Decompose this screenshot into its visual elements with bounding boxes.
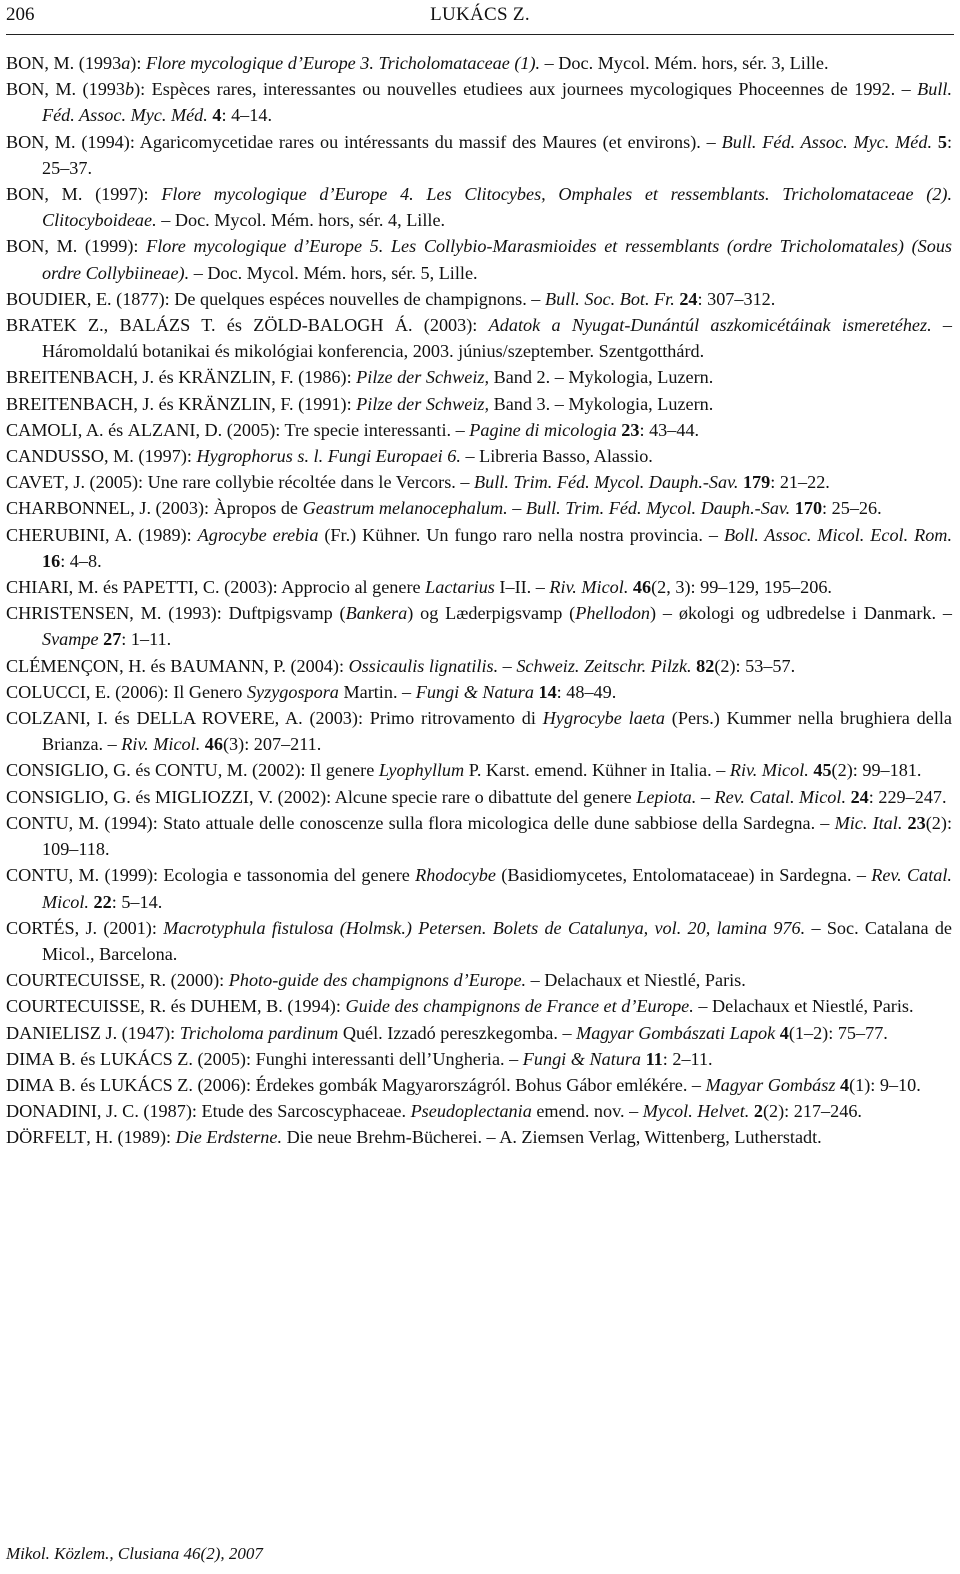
reference-text: , I. és [85,708,137,729]
reference-text: Pilze der Schweiz, [356,367,490,388]
reference-text: Lactarius [425,577,495,598]
reference-text: Geastrum melanocephalum. [302,498,508,519]
reference-text: Flore mycologique d’Europe 5. Les Collybio-Marasmioides et ressemblants (ordre Tricholomatales) (Sous ordre Collybiineae). [42,236,952,283]
reference-text: Riv. Micol. [121,734,201,755]
reference-text: BON [6,79,45,100]
reference-text: Macrotyphula fistulosa (Holmsk.) Petersen. Bolets de Catalunya, vol. 20, lamina 976. [163,917,806,938]
reference-text: , M. (1999): Ecologia e tassonomia del genere [68,865,416,886]
reference-text: Flore mycologique d’Europe 4. Les Clitocybes, Omphales et ressemblants. Tricholomataceae (2). Clitocyboideae. [42,184,953,231]
reference-text: 2 [753,1101,763,1122]
reference-text: ) – økologi og udbredelse i Danmark. – [650,603,952,624]
reference-text: (2): 53–57. [714,655,796,676]
reference-text: 179 [742,472,771,493]
reference-text: – [507,498,526,519]
reference-text: B. és [54,1074,100,1095]
reference-text: BON [6,131,45,152]
reference-text: (Pers.) Kummer nella brughiera della Brianza. – [42,708,952,755]
reference-text: Bull. Féd. Assoc. Myc. Méd. [721,131,932,152]
reference-text: , J. (2001): [74,917,164,938]
reference-text: Hygrophorus s. l. Fungi Europaei 6. [196,446,461,467]
reference-text: (1–2): 75–77. [788,1022,888,1043]
reference-text: , M. (1994): Agaricomycetidae rares ou intéressants du massif des Maures (et environs). – [44,131,722,152]
reference-text: Bankera [345,603,408,624]
reference-text: Band 2. – Mykologia, Luzern. [489,367,714,388]
reference-text: , M. (1999): [44,236,147,257]
reference-text: Flore mycologique d’Europe 3. Tricholomataceae (1). [145,53,541,73]
reference-text: , H. (1989): [86,1127,176,1148]
reference-entry [6,391,952,417]
reference-text: – Doc. Mycol. Mém. hors, sér. 5, Lille. [189,262,478,283]
reference-text: – Doc. Mycol. Mém. hors, sér. 3, Lille. [540,53,829,73]
reference-text: LUKÁCS [99,1074,173,1095]
reference-text: , M. (2002): Il genere [217,760,379,781]
reference-text: CORTÉS [6,917,75,938]
reference-text: , G. és [104,786,156,807]
reference-text: Pagine di micologia [469,419,617,440]
reference-text: ): Espèces rares, interessantes ou nouvelles etudiees aux journees mycologiques Phoceennes de 1992. – [134,79,918,100]
reference-text: Bull. Trim. Féd. Mycol. Dauph.-Sav. [525,498,791,519]
reference-text: : 307–312. [697,288,776,309]
reference-text: : 2–11. [662,1048,713,1069]
reference-text: (2): 109–118. [42,812,952,860]
reference-entry [6,705,952,757]
reference-entry [6,653,952,679]
reference-text: CHIARI [6,577,69,598]
reference-text: J. (1947): [100,1022,180,1043]
reference-text: (1): 9–10. [849,1074,921,1095]
page-header [6,4,954,35]
reference-text: Tricholoma pardinum [179,1022,339,1043]
reference-text: a [121,53,131,73]
reference-text: 23 [907,812,926,833]
reference-text: Die Erdsterne. [175,1127,283,1148]
reference-text: Fungi & Natura [522,1048,642,1069]
reference-entry [6,784,952,810]
reference-text: , A. (2003): Primo ritrovamento di [274,708,543,729]
reference-text: , M. (1997): [44,184,162,205]
reference-entry [6,233,952,285]
reference-text: : 5–14. [111,891,163,912]
reference-text: Svampe [42,629,99,650]
reference-text: : 4–8. [60,550,102,571]
reference-text: 27 [103,629,122,650]
running-head: LUKÁCS Z. [430,4,530,25]
reference-text: T. és [190,315,254,336]
reference-entry [6,1020,952,1046]
reference-text: – [498,655,517,676]
reference-text: DUHEM [190,996,258,1017]
reference-text: emend. nov. – [531,1101,643,1122]
reference-text: ) og Læderpigsvamp ( [407,603,576,624]
reference-text: CANDUSSO [6,446,105,467]
reference-text: DIMA [6,1074,55,1095]
reference-text: PAPETTI [122,577,194,598]
reference-text: , C. (2003): Approcio al genere [193,577,426,598]
reference-text: Quél. Izzadó pereszkegomba. – [338,1022,577,1043]
reference-text: BON [6,236,45,257]
reference-text: Syzygospora [246,681,339,702]
reference-text: , M. (1994): Stato attuale delle conoscenze sulla flora micologica delle dune sabbiose della Sardegna. – [68,812,835,833]
reference-text: 82 [696,655,715,676]
page-footer: Mikol. Közlem., Clusiana 46(2), 2007 [6,1544,263,1563]
reference-text: CONTU [6,812,69,833]
reference-entry [6,312,952,364]
reference-entry [6,967,952,993]
reference-text: Á. (2003): [383,315,489,336]
reference-text: : 1–11. [121,629,172,650]
reference-text: , J. (2005): Une rare collybie récoltée dans le Vercors. – [64,472,475,493]
reference-entry [6,757,952,783]
reference-text: Fungi & Natura [415,681,534,702]
reference-text: Riv. Micol. [729,760,809,781]
reference-text: 4 [839,1074,850,1095]
reference-entry [6,443,952,469]
reference-text: , D. (2005): Tre specie interessanti. – [195,419,470,440]
reference-text: CHERUBINI [6,524,106,545]
reference-entry [6,469,952,495]
reference-entry [6,1098,952,1124]
reference-text: ZÖLD-BALOGH [253,315,384,336]
reference-text: BRATEK [6,315,77,336]
page-number: 206 [6,4,35,25]
reference-text: 22 [93,891,112,912]
reference-text: MIGLIOZZI [155,786,249,807]
reference-text: (Fr.) Kühner. Un fungo raro nella nostra provincia. – [318,524,724,545]
reference-text: 24 [850,786,869,807]
reference-text: Z., [76,315,120,336]
reference-text: 14 [538,681,557,702]
reference-list [6,50,952,1151]
reference-text: 4 [212,105,222,126]
reference-text: LUKÁCS [99,1048,173,1069]
reference-entry [6,810,952,862]
reference-text: DANIELISZ [6,1022,101,1043]
reference-text: B. és [54,1048,100,1069]
reference-entry [6,417,952,443]
reference-text: Die neue Brehm-Bücherei. – A. Ziemsen Verlag, Wittenberg, Lutherstadt. [282,1127,822,1148]
reference-text: CAMOLI [6,419,78,440]
reference-text: BREITENBACH [6,367,134,388]
reference-text: – Delachaux et Niestlé, Paris. [526,970,746,991]
reference-text: , R. és [140,996,191,1017]
reference-text: 23 [621,419,640,440]
reference-entry [6,50,952,76]
reference-text: CAVET [6,472,65,493]
reference-text: CHRISTENSEN [6,603,130,624]
reference-entry [6,495,952,521]
reference-text: 24 [679,288,698,309]
reference-text: Bull. Soc. Bot. Fr. [544,288,675,309]
reference-text: 45 [813,760,832,781]
reference-text: 46 [204,734,223,755]
reference-text: (2): 217–246. [762,1101,862,1122]
reference-entry [6,862,952,914]
reference-text: : 4–14. [221,105,272,126]
reference-text: CONSIGLIO [6,786,105,807]
reference-entry [6,1046,952,1072]
reference-entry [6,679,952,705]
reference-text: BAUMANN [170,655,265,676]
reference-text: (2, 3): 99–129, 195–206. [651,577,832,598]
reference-text: b [124,79,135,100]
reference-entry [6,600,952,652]
reference-text: Magyar Gombász [705,1074,836,1095]
reference-text: Rev. Catal. Micol. [714,786,847,807]
reference-text: Mic. Ital. [834,812,903,833]
reference-text: : 21–22. [770,472,830,493]
reference-text: CLÉMENÇON [6,655,120,676]
reference-text: Martin. – [338,681,416,702]
reference-text: : 48–49. [556,681,617,702]
reference-text: Mycol. Helvet. [642,1101,750,1122]
reference-entry [6,76,952,128]
reference-entry [6,129,952,181]
reference-text: BALÁZS [119,315,191,336]
reference-text: Ossicaulis lignatilis. [348,655,499,676]
reference-text: COURTECUISSE [6,970,141,991]
reference-text: 46 [632,577,652,598]
reference-entry [6,364,952,390]
reference-text: CHARBONNEL [6,498,131,519]
reference-text: Bull. Féd. Assoc. Myc. Méd. [42,79,952,126]
reference-entry [6,574,952,600]
reference-entry [6,993,952,1019]
reference-text: COLUCCI [6,681,86,702]
reference-text: 4 [779,1022,789,1043]
reference-text: COLZANI [6,708,86,729]
reference-entry [6,286,952,312]
reference-text: (3): 207–211. [222,734,322,755]
reference-text: Phellodon [575,603,651,624]
reference-text: Rhodocybe [415,865,496,886]
reference-text: DELLA ROVERE [136,708,275,729]
reference-text: 170 [794,498,823,519]
reference-text: Photo-guide des champignons d’Europe. [228,970,527,991]
reference-text: , R. (2000): [140,970,229,991]
reference-text: – Delachaux et Niestlé, Paris. [693,996,914,1017]
reference-entry [6,181,952,233]
reference-text: – Libreria Basso, Alassio. [460,446,653,467]
reference-text: Z. (2005): Funghi interessanti dell’Ungheria. – [172,1048,523,1069]
reference-text: P. Karst. emend. Kühner in Italia. – [464,760,730,781]
reference-text: , J. C. (1987): Etude des Sarcoscyphaceae. [96,1101,411,1122]
reference-text: CONSIGLIO [6,760,105,781]
reference-text: , A. és [77,419,128,440]
reference-text: Riv. Micol. [549,577,629,598]
reference-text: DONADINI [6,1101,97,1122]
reference-text: CONTU [155,760,218,781]
reference-text: Agrocybe erebia [197,524,319,545]
reference-text: DÖRFELT [6,1127,87,1148]
reference-text: Schweiz. Zeitschr. Pilzk. [516,655,692,676]
reference-text: , E. (2006): Il Genero [85,681,247,702]
reference-text: COURTECUISSE [6,996,141,1017]
reference-text: , M. és [68,577,123,598]
reference-text: , F. (1991): [271,393,357,414]
reference-entry [6,522,952,574]
reference-text: Guide des champignons de France et d’Europe. [345,996,694,1017]
reference-text: , M. (1993 [44,79,125,100]
reference-text: I–II. – [494,577,550,598]
reference-text: 16 [42,550,61,571]
reference-text: (Basidiomycetes, Entolomataceae) in Sardegna. – [495,865,872,886]
reference-text: Hygrocybe laeta [542,708,666,729]
reference-text: Rev. Catal. Micol. [42,865,952,912]
reference-text: , M. (1993 [44,53,122,73]
reference-entry [6,1072,952,1098]
reference-text: , V. (2002): Alcune specie rare o dibattute del genere [249,786,637,807]
reference-text: ): [130,53,146,73]
reference-text: : 25–37. [42,131,952,178]
reference-text: ALZANI [127,419,196,440]
reference-text: , H. és [119,655,171,676]
reference-entry [6,1124,952,1150]
reference-text: (2): 99–181. [831,760,922,781]
reference-text: – Soc. Catalana de Micol., Barcelona. [42,917,952,964]
reference-text: KRÄNZLIN [178,367,272,388]
reference-text: , A. (1989): [105,524,198,545]
reference-text: BREITENBACH [6,393,134,414]
reference-text: Magyar Gombászati Lapok [576,1022,776,1043]
reference-text: BOUDIER [6,288,87,309]
reference-text: , G. és [104,760,156,781]
reference-text: Pilze der Schweiz, [356,393,490,414]
reference-text: 5 [937,131,947,152]
reference-entry [6,915,952,967]
reference-text: CONTU [6,865,69,886]
reference-text: Z. (2006): Érdekes gombák Magyarországról. Bohus Gábor emlékére. – [172,1074,706,1095]
reference-text: : 25–26. [822,498,882,519]
reference-text: , J. és [133,393,179,414]
reference-text: – [696,786,715,807]
reference-text: , J. (2003): Àpropos de [130,498,303,519]
reference-text: Boll. Assoc. Micol. Ecol. Rom. [723,524,952,545]
reference-text: Bull. Trim. Féd. Mycol. Dauph.-Sav. [474,472,739,493]
reference-text: , M. (1997): [104,446,197,467]
reference-text: Band 3. – Mykologia, Luzern. [489,393,714,414]
reference-text: , P. (2004): [264,655,349,676]
reference-text: Adatok a Nyugat-Dunántúl aszkomicétáinak ismeretéhez. [488,315,932,336]
reference-text: KRÄNZLIN [178,393,272,414]
reference-text: – Háromoldalú botanikai és mikológiai konferencia, 2003. június/szeptember. Szentgotthárd. [42,315,952,362]
reference-text: , F. (1986): [271,367,357,388]
reference-text: BON [6,53,45,73]
reference-text: Pseudoplectania [410,1101,532,1122]
reference-text: DIMA [6,1048,55,1069]
reference-text: , M. (1993): Duftpigsvamp ( [129,603,346,624]
reference-text: 11 [645,1048,663,1069]
reference-text: , J. és [133,367,179,388]
reference-text: : 43–44. [639,419,700,440]
reference-text: , E. (1877): De quelques espéces nouvelles de champignons. – [86,288,545,309]
reference-text: Lyophyllum [378,760,465,781]
reference-text: Lepiota. [636,786,697,807]
reference-text: – Doc. Mycol. Mém. hors, sér. 4, Lille. [156,210,446,231]
reference-text: : 229–247. [868,786,947,807]
reference-text: BON [6,184,45,205]
reference-text: , B. (1994): [257,996,346,1017]
